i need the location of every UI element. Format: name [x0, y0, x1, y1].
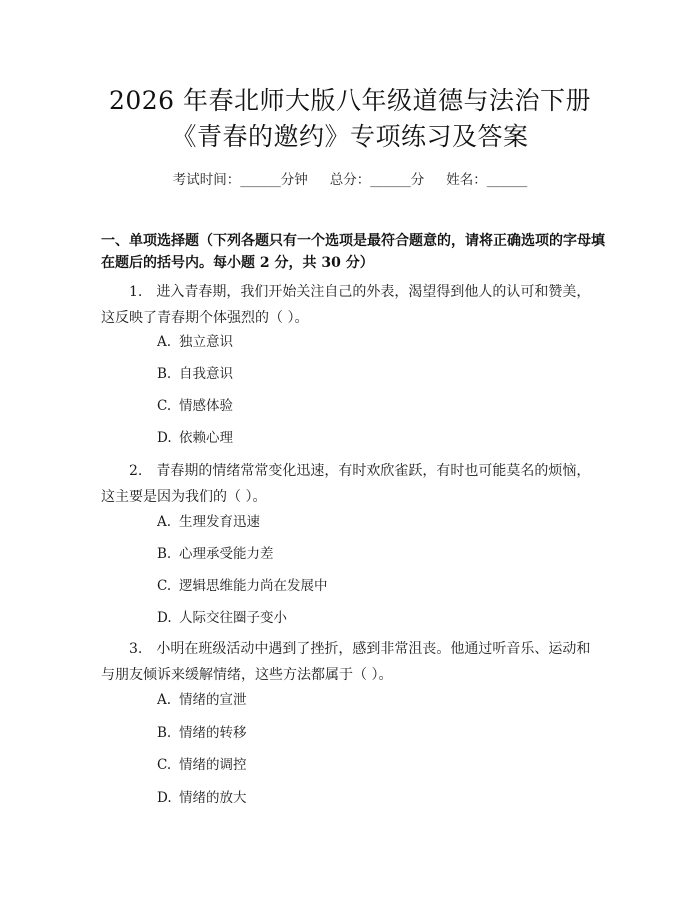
option-letter: D.: [157, 610, 172, 626]
section-heading: 一、单项选择题（下列各题只有一个选项是最符合题意的，请将正确选项的字母填在题后的括号内。每小题 2 分，共 30 分）: [101, 233, 605, 271]
option-letter: A.: [157, 514, 172, 530]
question-1-option-a: [157, 332, 233, 352]
option-text: 依赖心理: [179, 430, 233, 446]
option-letter: A.: [157, 692, 172, 708]
question-3-option-b: [157, 723, 247, 743]
document-title-line-2: 《青春的邀约》专项练习及答案: [171, 122, 529, 151]
option-letter: D.: [157, 430, 172, 446]
option-text: 情绪的调控: [179, 757, 247, 773]
question-1-option-d: [157, 428, 233, 448]
option-text: 自我意识: [179, 366, 233, 382]
option-letter: A.: [157, 334, 172, 350]
option-text: 人际交往圈子变小: [179, 610, 287, 626]
question-2-option-c: [157, 576, 328, 596]
option-text: 独立意识: [179, 334, 233, 350]
question-1-option-c: [157, 396, 233, 416]
option-letter: C.: [157, 578, 172, 594]
option-text: 逻辑思维能力尚在发展中: [179, 578, 328, 594]
option-text: 情感体验: [179, 398, 233, 414]
option-text: 情绪的宣泄: [179, 692, 247, 708]
exam-info: [0, 168, 700, 188]
option-letter: C.: [157, 398, 172, 414]
option-text: 情绪的放大: [179, 790, 247, 806]
question-3-option-a: [157, 690, 247, 710]
question-2-text: 2. 青春期的情绪常常变化迅速，有时欢欣雀跃，有时也可能莫名的烦恼，这主要是因为我们的（ ）。: [101, 463, 591, 505]
question-1-text: 1. 进入青春期，我们开始关注自己的外表，渴望得到他人的认可和赞美，这反映了青春期个体强烈的（ ）。: [101, 284, 591, 326]
option-text: 心理承受能力差: [179, 546, 274, 562]
option-letter: B.: [157, 366, 172, 382]
option-letter: D.: [157, 790, 172, 806]
total-score-field: 总分：______分: [329, 172, 425, 188]
document-title-line-1: 2026 年春北师大版八年级道德与法治下册: [108, 86, 592, 115]
option-text: 情绪的转移: [179, 725, 247, 741]
option-letter: B.: [157, 546, 172, 562]
option-letter: C.: [157, 757, 172, 773]
student-name-field: 姓名：______: [446, 172, 528, 188]
question-3-text: 3. 小明在班级活动中遇到了挫折，感到非常沮丧。他通过听音乐、运动和与朋友倾诉来缓解情绪，这些方法都属于（ ）。: [101, 641, 591, 683]
question-2-option-a: [157, 512, 260, 532]
question-2-option-d: [157, 608, 287, 628]
option-letter: B.: [157, 725, 172, 741]
exam-time-field: 考试时间：______分钟: [172, 172, 308, 188]
question-2-option-b: [157, 544, 274, 564]
question-3-option-c: [157, 755, 247, 775]
option-text: 生理发育迅速: [179, 514, 260, 530]
question-3-option-d: [157, 788, 247, 808]
question-1-option-b: [157, 364, 233, 384]
